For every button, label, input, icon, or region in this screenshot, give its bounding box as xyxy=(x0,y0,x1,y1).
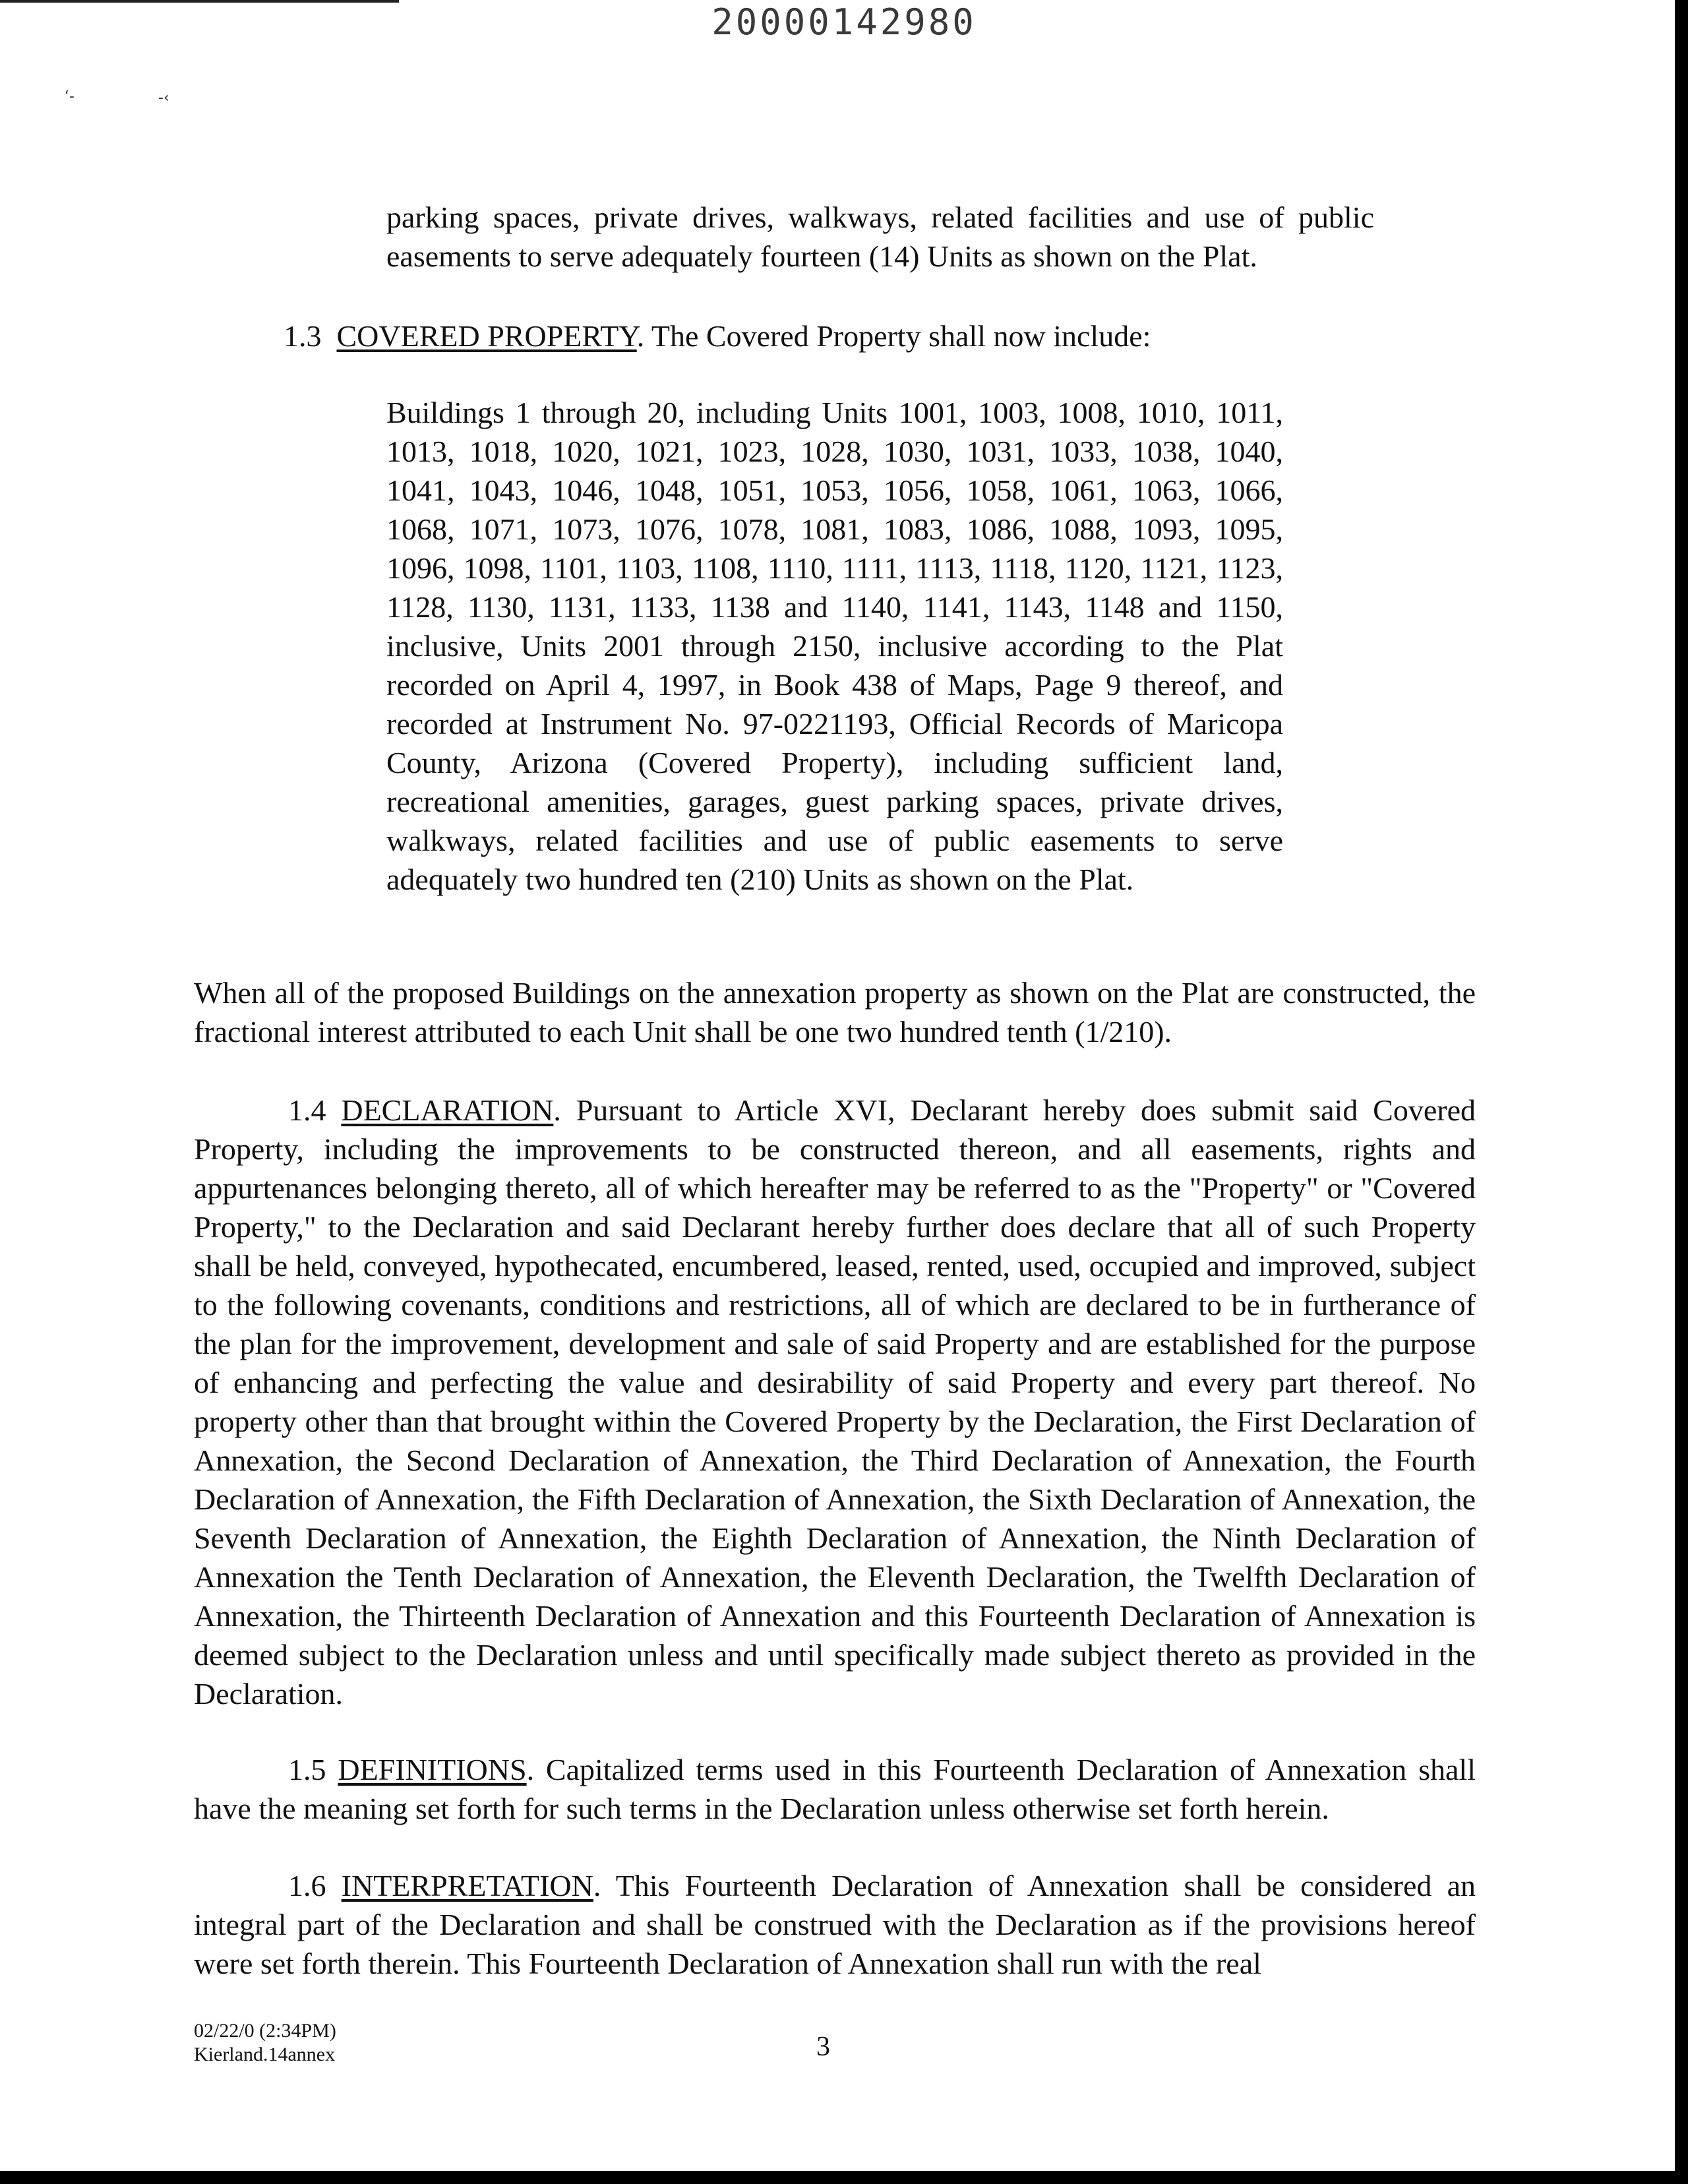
covered-property-description: Buildings 1 through 20, including Units 1001, 1003, 1008, 1010, 1011, 1013, 1018, 1020, 1021, 1023, 1028, 1030, 1031, 1033, 1038, 1040, 1041, 1043, 1046, 1048, 1051, 1053, 1056, 1058, 1061, 1063, 1066, 1068, 1071, 1073, 1076, 1078, 1081, 1083, 1086, 1088, 1093, 1095, 1096, 1098, 1101, 1103, 1108, 1110, 1111, 1113, 1118, 1120, 1121, 1123, 1128, 1130, 1131, 1133, 1138 and 1140, 1141, 1143, 1148 and 1150, inclusive, Units 2001 through 2150, inclusive according to the Plat recorded on April 4, 1997, in Book 438 of Maps, Page 9 thereof, and recorded at Instrument No. 97-0221193, Official Records of Maricopa County, Arizona (Covered Property), including sufficient land, recreational amenities, garages, guest parking spaces, private drives, walkways, related facilities and use of public easements to serve adequately two hundred ten (210) Units as shown on the Plat. xyxy=(386,396,1283,896)
section-lead: . The Covered Property shall now include: xyxy=(636,319,1151,353)
section-number: 1.4 xyxy=(288,1093,326,1127)
bottom-scan-border xyxy=(0,2171,1688,2184)
section-number: 1.3 xyxy=(284,319,322,353)
footer-date: 02/22/0 (2:34PM) xyxy=(194,2020,336,2042)
footer-file-info xyxy=(194,2019,336,2067)
fractional-interest-paragraph: When all of the proposed Buildings on the annexation property as shown on the Plat are constructed, the fractional interest attributed to each Unit shall be one two hundred tenth (1/210). xyxy=(194,976,1476,1048)
section-heading: COVERED PROPERTY xyxy=(336,319,637,353)
footer-filename: Kierland.14annex xyxy=(194,2044,336,2065)
section-heading: INTERPRETATION xyxy=(341,1869,593,1902)
section-body: . Capitalized terms used in this Fourteenth Declaration of Annexation shall have the meaning set forth for such terms in the Declaration unless otherwise set forth herein. xyxy=(194,1753,1476,1825)
page-number: 3 xyxy=(816,2032,830,2062)
section-body: . This Fourteenth Declaration of Annexation shall be considered an integral part of the Declaration and shall be construed with the Declaration as if the provisions hereof were set forth therein. This Fourteenth Declaration of Annexation shall run with the real xyxy=(194,1869,1476,1980)
section-heading: DEFINITIONS xyxy=(338,1753,527,1786)
document-number: 20000142980 xyxy=(711,1,977,43)
section-number: 1.6 xyxy=(288,1869,326,1902)
scan-mark: ‘- xyxy=(65,88,75,105)
section-1-6-paragraph xyxy=(194,1866,1476,1983)
continuation-paragraph: parking spaces, private drives, walkways, related facilities and use of public easements to serve adequately fourteen (14) Units as shown on the Plat. xyxy=(386,200,1374,273)
section-1-4-paragraph xyxy=(194,1091,1476,1713)
scan-mark: -‹ xyxy=(158,90,169,106)
section-1-5-paragraph xyxy=(194,1750,1476,1828)
section-heading: DECLARATION xyxy=(341,1093,554,1127)
section-1-3-heading-line xyxy=(284,317,1374,355)
right-scan-border xyxy=(1675,0,1688,2184)
section-body: . Pursuant to Article XVI, Declarant hereby does submit said Covered Property, including the improvements to be constructed thereon, and all easements, rights and appurtenances belonging thereto, all of which hereafter may be referred to as the "Property" or "Covered Property," to the Declaration and said Declarant hereby further does declare that all of such Property shall be held, conveyed, hypothecated, encumbered, leased, rented, used, occupied and improved, subject to the following covenants, conditions and restrictions, all of which are declared to be in furtherance of the plan for the improvement, development and sale of said Property and are established for the purpose of enhancing and perfecting the value and desirability of said Property and every part thereof. No property other than that brought within the Covered Property by the Declaration, the First Declaration of Annexation, the Second Declaration of Annexation, the Third Declaration of Annexation, the Fourth Declaration of Annexation, the Fifth Declaration of Annexation, the Sixth Declaration of Annexation, the Seventh Declaration of Annexation, the Eighth Declaration of Annexation, the Ninth Declaration of Annexation the Tenth Declaration of Annexation, the Eleventh Declaration, the Twelfth Declaration of Annexation, the Thirteenth Declaration of Annexation and this Fourteenth Declaration of Annexation is deemed subject to the Declaration unless and until specifically made subject thereto as provided in the Declaration. xyxy=(194,1093,1476,1711)
section-number: 1.5 xyxy=(288,1753,326,1786)
